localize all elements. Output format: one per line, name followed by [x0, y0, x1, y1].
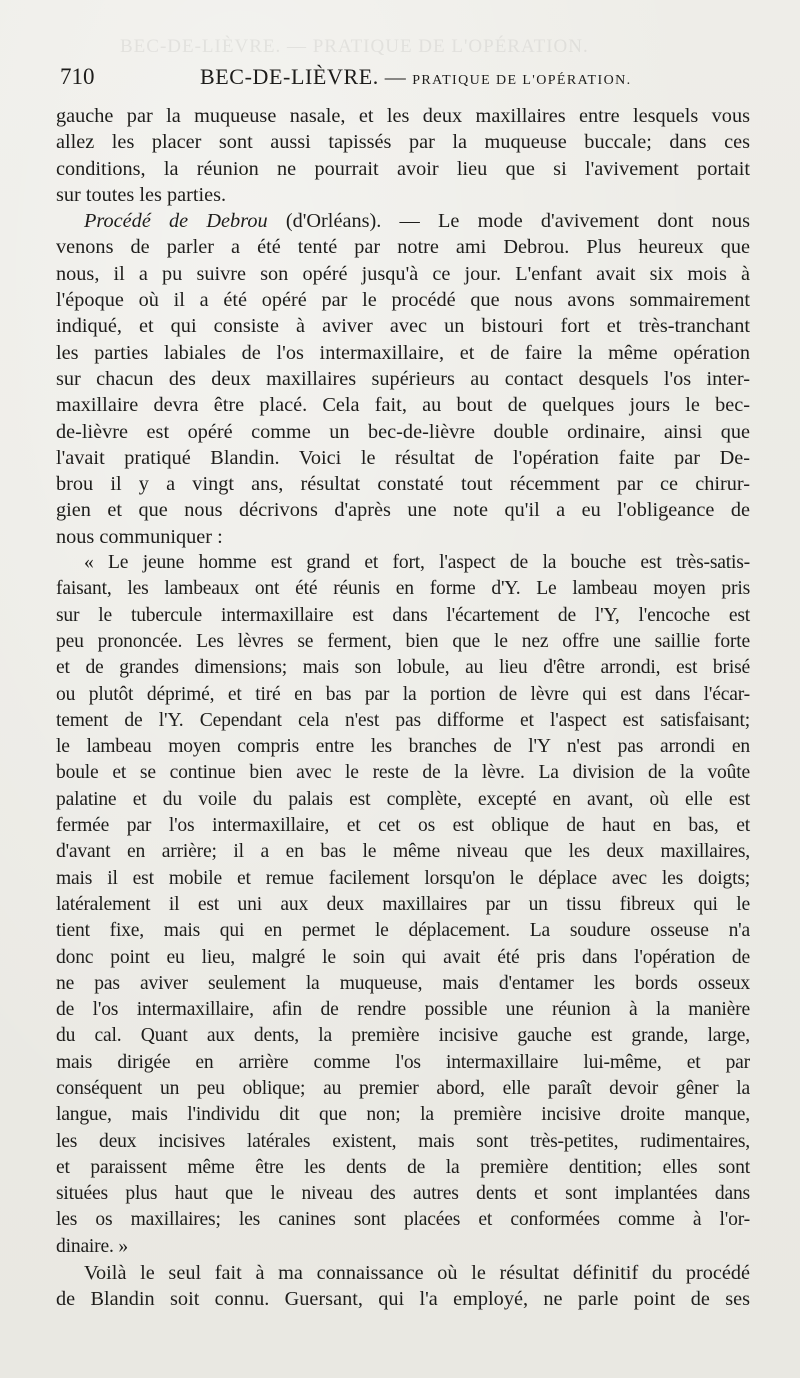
text-line-continuation: (d'Orléans). — Le mode d'avivement dont nous — [285, 210, 751, 233]
quote-line: peu prononcée. Les lèvres se ferment, bien que le nez offre une saillie forte — [56, 630, 750, 652]
text-line: de Blandin soit connu. Guersant, qui l'a employé, ne parle point de ses — [56, 1288, 750, 1311]
running-title-dash: — — [384, 65, 407, 89]
text-line: de-lièvre est opéré comme un bec-de-lièvre double ordinaire, ainsi que — [56, 420, 750, 443]
quote-line: conséquent un peu oblique; au premier abord, elle paraît devoir gêner la — [56, 1077, 750, 1099]
text-line: gien et que nous décrivons d'après une note qu'il a eu l'obligeance de — [56, 499, 750, 522]
text-line: allez les placer sont aussi tapissés par la muqueuse buccale; dans ces — [56, 131, 750, 154]
section-heading-procede-de-debrou: Procédé de Debrou — [84, 210, 268, 233]
page-number: 710 — [60, 64, 95, 89]
quote-line: le lambeau moyen compris entre les branches de l'Y n'est pas arrondi en — [56, 736, 750, 758]
quote-line: latéralement il est uni aux deux maxillaires par un tissu fibreux qui le — [56, 893, 750, 915]
text-line: l'époque où il a été opéré par le procédé que nous avons sommairement — [56, 289, 750, 312]
quote-line: boule et se continue bien avec le reste de la lèvre. La division de la voûte — [56, 762, 750, 784]
quote-line: et de grandes dimensions; mais son lobule, au lieu d'être arrondi, est brisé — [56, 657, 750, 679]
quote-line: faisant, les lambeaux ont été réunis en forme d'Y. Le lambeau moyen pris — [56, 578, 750, 600]
text-line: nous communiquer : — [56, 525, 223, 548]
text-line: l'avait pratiqué Blandin. Voici le résultat de l'opération faite par De- — [56, 446, 750, 469]
text-line: sur toutes les parties. — [56, 183, 227, 206]
quote-line: les os maxillaires; les canines sont placées et conformées comme à l'or- — [56, 1209, 750, 1231]
body-text — [56, 103, 750, 1313]
text-line — [56, 208, 750, 234]
text-line: les parties labiales de l'os intermaxillaire, et de faire la même opération — [56, 341, 750, 364]
text-line: indiqué, et qui consiste à aviver avec un bistouri fort et très-tranchant — [56, 315, 750, 338]
quote-line: sur le tubercule intermaxillaire est dans l'écartement de l'Y, l'encoche est — [56, 604, 750, 626]
text-line: brou il y a vingt ans, résultat constaté tout récemment par ce chirur- — [56, 473, 750, 496]
quote-line: tement de l'Y. Cependant cela n'est pas difforme et l'aspect est satisfaisant; — [56, 709, 750, 731]
quote-line: dinaire. » — [56, 1235, 128, 1257]
text-line: venons de parler a été tenté par notre ami Debrou. Plus heureux que — [56, 236, 750, 259]
quote-line: et paraissent même être les dents de la première dentition; elles sont — [56, 1156, 750, 1178]
quote-line: situées plus haut que le niveau des autres dents et sont implantées dans — [56, 1183, 750, 1205]
running-title-sub: PRATIQUE DE L'OPÉRATION. — [412, 73, 632, 88]
quote-line: tient fixe, mais qui en permet le déplacement. La soudure osseuse n'a — [56, 920, 750, 942]
text-line: conditions, la réunion ne pourrait avoir lieu que si l'avivement portait — [56, 157, 750, 180]
quote-line: d'avant en arrière; il a en bas le même niveau que les deux maxillaires, — [56, 841, 750, 863]
text-line: maxillaire devra être placé. Cela fait, au bout de quelques jours le bec- — [56, 394, 750, 417]
text-line: Voilà le seul fait à ma connaissance où le résultat définitif du procédé — [84, 1262, 750, 1285]
quote-line: « Le jeune homme est grand et fort, l'aspect de la bouche est très-satis- — [84, 552, 750, 574]
quote-line: mais dirigée en arrière comme l'os intermaxillaire lui-même, et par — [56, 1051, 750, 1073]
text-line: sur chacun des deux maxillaires supérieurs au contact desquels l'os inter- — [56, 367, 750, 390]
quote-line: de l'os intermaxillaire, afin de rendre possible une réunion à la manière — [56, 999, 750, 1021]
show-through-text: BEC-DE-LIÈVRE. — PRATIQUE DE L'OPÉRATION. — [120, 36, 589, 57]
quote-line: les deux incisives latérales existent, mais sont très-petites, rudimentaires, — [56, 1130, 750, 1152]
quote-line: langue, mais l'individu dit que non; la première incisive droite manque, — [56, 1104, 750, 1126]
quote-line: mais il est mobile et remue facilement lorsqu'on le déplace avec les doigts; — [56, 867, 750, 889]
running-title-main: BEC-DE-LIÈVRE. — [200, 64, 379, 89]
running-header — [56, 64, 776, 94]
text-line: nous, il a pu suivre son opéré jusqu'à ce jour. L'enfant avait six mois à — [56, 262, 750, 285]
quote-line: fermée par l'os intermaxillaire, et cet os est oblique de haut en bas, et — [56, 815, 750, 837]
quote-line: du cal. Quant aux dents, la première incisive gauche est grande, large, — [56, 1025, 750, 1047]
quote-line: ou plutôt déprimé, et tiré en bas par la portion de lèvre qui est dans l'écar- — [56, 683, 750, 705]
quote-line: ne pas aviver seulement la muqueuse, mais d'entamer les bords osseux — [56, 972, 750, 994]
quote-line: palatine et du voile du palais est complète, excepté en avant, où elle est — [56, 788, 750, 810]
text-line: gauche par la muqueuse nasale, et les deux maxillaires entre lesquels vous — [56, 105, 750, 127]
running-title — [200, 64, 632, 90]
quote-line: donc point eu lieu, malgré le soin qui avait été pris dans l'opération de — [56, 946, 750, 968]
